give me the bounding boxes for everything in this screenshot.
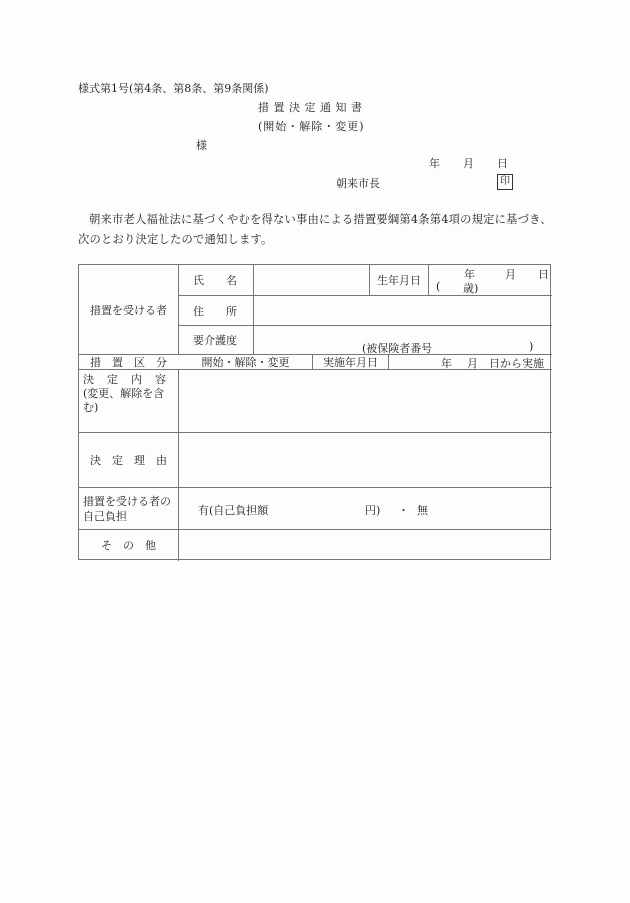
care-level-label: 要介護度 bbox=[193, 334, 237, 347]
notice-body: 朝来市老人福祉法に基づくやむを得ない事由による措置要綱第4条第4項の規定に基づき、次のとおり決定したので通知します。 bbox=[78, 213, 552, 246]
self-pay-has: 有(自己負担額 bbox=[198, 504, 269, 517]
self-pay-field[interactable] bbox=[179, 488, 552, 529]
category-label: 措 置 区 分 bbox=[90, 356, 167, 369]
name-label: 氏 名 bbox=[193, 274, 237, 287]
seal-stamp-box: 印 bbox=[497, 174, 513, 190]
birth-year: 年 bbox=[464, 268, 475, 281]
start-date-field[interactable] bbox=[389, 355, 552, 369]
insured-number-close: ) bbox=[529, 340, 534, 353]
birthdate-field[interactable] bbox=[429, 265, 552, 295]
self-pay-yen: 円) bbox=[365, 504, 381, 517]
decision-table bbox=[78, 264, 551, 560]
self-pay-separator: ・ bbox=[398, 504, 409, 517]
issuer-name: 朝来市長 bbox=[336, 177, 380, 190]
start-month: 月 bbox=[467, 357, 478, 370]
decision-reason-label: 決 定 理 由 bbox=[90, 454, 167, 467]
decision-content-title: 決 定 内 容 bbox=[83, 373, 167, 386]
issue-date bbox=[429, 155, 508, 171]
form-number: 様式第1号(第4条、第8条、第9条関係) bbox=[78, 82, 269, 95]
name-field[interactable] bbox=[254, 265, 369, 295]
recipient-label: 措置を受ける者 bbox=[90, 303, 167, 317]
start-year: 年 bbox=[441, 357, 452, 370]
address-label: 住 所 bbox=[193, 304, 237, 318]
other-label: そ の 他 bbox=[101, 539, 156, 552]
decision-reason-field[interactable] bbox=[179, 433, 552, 487]
category-options[interactable]: 開始・解除・変更 bbox=[201, 356, 290, 369]
date-day: 日 bbox=[497, 157, 508, 170]
self-pay-none: 無 bbox=[417, 504, 428, 517]
date-month: 月 bbox=[463, 157, 474, 170]
addressee-suffix: 様 bbox=[196, 139, 207, 152]
start-day-suffix: 日から実施 bbox=[489, 357, 544, 370]
decision-content-note: (変更、解除を含む) bbox=[83, 387, 165, 414]
age-open: ( bbox=[436, 280, 441, 293]
age-suffix: 歳) bbox=[463, 282, 479, 295]
self-pay-label: 措置を受ける者の自己負担 bbox=[83, 494, 171, 523]
date-year: 年 bbox=[429, 157, 440, 170]
insured-number-open: (被保険者番号 bbox=[362, 342, 433, 355]
birth-day: 日 bbox=[538, 268, 549, 281]
start-date-label: 実施年月日 bbox=[323, 356, 378, 369]
decision-content-label bbox=[83, 373, 175, 428]
page-subtitle: (開始・解除・変更) bbox=[258, 120, 365, 133]
decision-content-field[interactable] bbox=[179, 370, 552, 432]
other-field[interactable] bbox=[179, 530, 552, 560]
page-title: 措置決定通知書 bbox=[258, 101, 367, 114]
birth-month: 月 bbox=[505, 268, 516, 281]
address-field[interactable] bbox=[254, 296, 552, 325]
birthdate-label: 生年月日 bbox=[377, 274, 421, 287]
care-level-field[interactable] bbox=[254, 326, 552, 354]
